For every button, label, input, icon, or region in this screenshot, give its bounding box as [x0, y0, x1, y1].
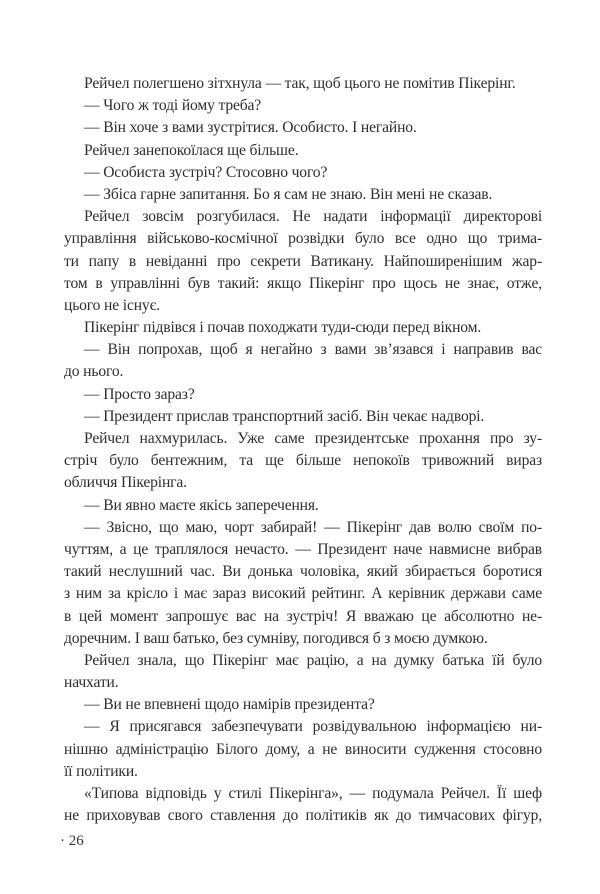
paragraph [64, 95, 542, 117]
paragraph [64, 162, 542, 184]
text-line: — Особиста зустріч? Стосовно чого? [84, 163, 328, 181]
text-line: чуттям, а це траплялося нечасто. — Президент наче навмисне вибрав [64, 540, 542, 558]
text-line: том в управлінні був такий: якщо Пікерінг про щось не знає, отже, [64, 274, 542, 292]
text-line: обличчя Пікерінга. [64, 474, 187, 492]
page-number: · 26 [60, 833, 84, 849]
paragraph [64, 495, 542, 517]
paragraph [64, 73, 542, 95]
paragraph [64, 317, 542, 339]
paragraph [64, 783, 542, 827]
text-line: — Збіса гарне запитання. Бо я сам не знаю. Він мені не сказав. [84, 185, 493, 203]
text-line: Пікерінг підвівся і почав походжати туди-сюди перед вікном. [84, 319, 482, 337]
text-line: нішню адміністрацію Білого дому, а не виносити судження стосовно [64, 740, 542, 758]
text-line: Рейчел зовсім розгубилася. Не надати інформації директорові [84, 208, 542, 226]
text-line: такий неслушний час. Ви донька чоловіка, який збирається боротися [64, 563, 542, 581]
paragraph [64, 339, 542, 383]
text-line: не приховував свого ставлення до політиків як до тимчасових фігур, [64, 807, 542, 825]
paragraph [64, 184, 542, 206]
text-line: в цей момент запрошує вас на зустріч! Я вважаю це абсолютно не- [64, 607, 542, 625]
text-line: з ним за крісло і має зараз високий рейтинг. А керівник держави саме [64, 585, 542, 603]
text-line: доречним. І ваш батько, без сумніву, погодився б з моєю думкою. [64, 629, 488, 647]
paragraph [64, 694, 542, 716]
paragraph [64, 117, 542, 139]
text-line: — Президент прислав транспортний засіб. Він чекає надворі. [84, 407, 485, 425]
text-line: цього не існує. [64, 296, 160, 314]
text-line: Рейчел нахмурилась. Уже саме президентське прохання про зу- [84, 430, 542, 447]
text-line: — Ви не впевнені щодо намірів президента? [84, 696, 375, 714]
text-line: — Ви явно маєте якісь заперечення. [84, 496, 319, 514]
paragraph [64, 517, 542, 650]
paragraph [64, 406, 542, 428]
text-line: — Він попрохав, щоб я негайно з вами зв’язався і направив вас [84, 341, 542, 359]
text-line: до нього. [64, 363, 124, 381]
text-line: «Типова відповідь у стилі Пікерінга», — подумала Рейчел. Її шеф [84, 785, 542, 802]
text-line: Рейчел полегшено зітхнула — так, щоб цього не помітив Пікерінг. [84, 75, 516, 92]
text-line: — Звісно, що маю, чорт забирай! — Пікерінг дав волю своїм по- [84, 518, 542, 536]
paragraph [64, 384, 542, 406]
text-line: Рейчел занепокоїлася ще більше. [84, 141, 299, 159]
text-line: — Він хоче з вами зустрітися. Особисто. І негайно. [84, 119, 417, 137]
paragraph [64, 716, 542, 783]
paragraph [64, 428, 542, 495]
text-line: — Просто зараз? [84, 385, 195, 403]
text-line: стріч було бентежним, та ще більше непокоїв тривожний вираз [64, 452, 542, 470]
paragraph [64, 140, 542, 162]
text-line: її політики. [64, 762, 138, 780]
text-line: — Чого ж тоді йому треба? [84, 97, 262, 115]
text-line: ти папу в невіданні про секрети Ватикану. Найпоширенішим жар- [64, 252, 542, 270]
text-line: начхати. [64, 674, 119, 692]
text-line: управління військово-космічної розвідки було все одно що трима- [64, 230, 542, 248]
paragraph [64, 206, 542, 317]
text-line: — Я присягався забезпечувати розвідувальною інформацією ни- [84, 718, 542, 736]
text-line: Рейчел знала, що Пікерінг має рацію, а на думку батька їй було [84, 651, 542, 669]
book-page-text [64, 73, 542, 827]
paragraph [64, 650, 542, 694]
